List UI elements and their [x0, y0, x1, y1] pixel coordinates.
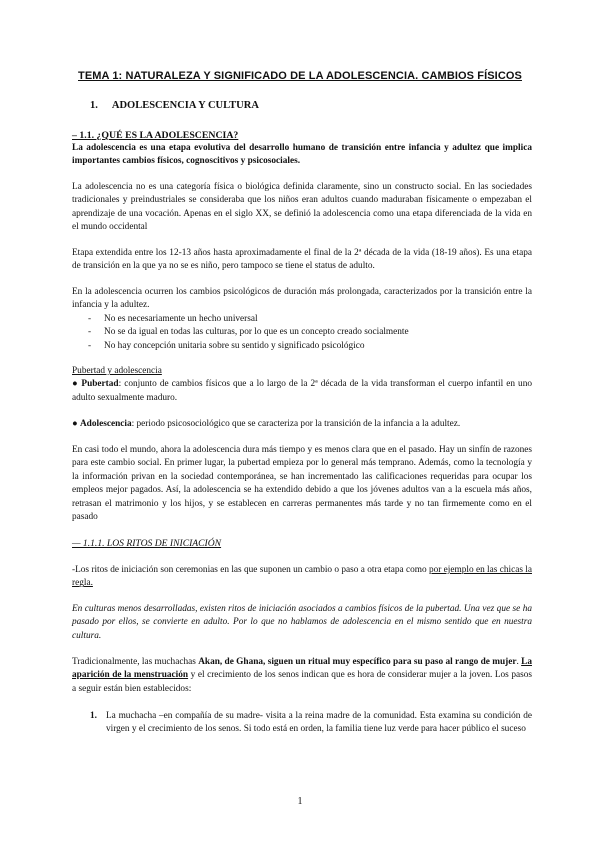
section-number: 1.	[90, 100, 98, 111]
definition-paragraph: La adolescencia es una etapa evolutiva del desarrollo humano de transición entre infancia y adultez que implica importantes cambios físicos, cognoscitivos y psicosociales.	[72, 143, 532, 167]
pubertad-term: Pubertad	[81, 379, 119, 390]
paragraph-ritos	[72, 564, 532, 591]
step-text: La muchacha –en compañía de su madre- visita a la reina madre de la comunidad. Esta examina su condición de virgen y el crecimiento de los senos. Si todo está en orden, la familia tiene luz verde para hacer público el suceso	[106, 711, 532, 735]
ritos-heading: — 1.1.1. LOS RITOS DE INICIACIÓN	[72, 538, 222, 549]
pubertad-block	[72, 365, 532, 405]
pubertad-heading: Pubertad y adolescencia	[72, 366, 162, 376]
akan-text-b: Akan, de Ghana, siguen un ritual muy específico para su paso al rango de mujer	[198, 657, 517, 667]
paragraph-duracion: En casi todo el mundo, ahora la adolescencia dura más tiempo y es menos clara que en el pasado. Hay un sinfín de razones para este cambio social. En primer lugar, la pubertad empieza por lo general más temprano. Además, como la tecnología y la información privan en la sociedad contemporánea, se han incrementado las calificaciones requeridas para ocupar los empleos mejor pagados. Así, la adolescencia se ha extendido debido a que los jóvenes adultos van a la escuela más años, retrasan el matrimonio y los hijos, y se establecen en carreras permanentes más tarde y no tan firmemente como en el pasado	[72, 445, 532, 523]
paragraph-akan	[72, 656, 532, 696]
akan-text-c: .	[516, 657, 522, 667]
dash-list	[72, 313, 532, 353]
akan-text-e: y el crecimiento de los senos indican que es hora de considerar mujer a la joven. Los pasos a seguir están bien establecidos:	[72, 670, 532, 694]
bullet-icon: ●	[72, 379, 79, 390]
section-heading	[90, 100, 259, 111]
step-number: 1.	[90, 711, 97, 721]
document-title: TEMA 1: NATURALEZA Y SIGNIFICADO DE LA ADOLESCENCIA. CAMBIOS FÍSICOS	[78, 70, 522, 82]
page-number: 1	[297, 796, 303, 807]
bullet-icon: ●	[72, 419, 78, 429]
section-label: ADOLESCENCIA Y CULTURA	[111, 100, 259, 111]
subsection-heading: – 1.1. ¿QUÉ ES LA ADOLESCENCIA?	[72, 130, 239, 141]
paragraph-constructo-social: La adolescencia no es una categoría física o biológica definida claramente, sino un constructo social. En las sociedades tradicionales y preindustriales se consideraba que los niños eran adultos cuando maduraban físicamente o empezaban el aprendizaje de una vocación. Apenas en el siglo XX, se definió la adolescencia como una etapa diferenciada de la vida en el mundo occidental	[72, 182, 532, 233]
adolescencia-definition	[72, 418, 532, 431]
pubertad-text: : conjunto de cambios físicos que a lo largo de la 2ª década de la vida transforman el cuerpo infantil en uno adulto sexualmente maduro.	[72, 379, 533, 403]
paragraph-etapa: Etapa extendida entre los 12-13 años hasta aproximadamente el final de la 2ª década de la vida (18-19 años). Es una etapa de transición en la que ya no se es niño, pero tampoco se tiene el status de adulto.	[72, 248, 532, 272]
ritos-text: -Los ritos de iniciación son ceremonias en las que suponen un cambio o paso a otra etapa como	[72, 565, 429, 575]
paragraph-culturas: En culturas menos desarrolladas, existen ritos de iniciación asociados a cambios físicos de la pubertad. Una vez que se ha pasado por ellos, se convierte en adulto. Por lo que no hablamos de adolescencia en el mismo sentido que en nuestra cultura.	[72, 604, 532, 641]
akan-text-a: Tradicionalmente, las muchachas	[72, 657, 199, 667]
list-item: - No se da igual en todas las culturas, por lo que es un concepto creado socialmente	[72, 326, 532, 339]
pubertad-definition	[72, 378, 532, 405]
adolescencia-term: Adolescencia	[79, 419, 132, 429]
paragraph-cambios-psicologicos	[72, 286, 532, 353]
list-item: - No es necesariamente un hecho universal	[72, 313, 532, 326]
list-item: - No hay concepción unitaria sobre su sentido y significado psicológico	[72, 340, 532, 353]
akan-text-d: La aparición de la menstruación	[72, 657, 532, 681]
ritos-example: por ejemplo en las chicas la regla.	[72, 565, 532, 589]
numbered-step	[90, 710, 532, 737]
paragraph-text: En la adolescencia ocurren los cambios psicológicos de duración más prolongada, caracterizados por la transición entre la infancia y la adultez.	[72, 287, 532, 311]
adolescencia-text: : periodo psicosociológico que se caracteriza por la transición de la infancia a la adultez.	[131, 419, 461, 429]
